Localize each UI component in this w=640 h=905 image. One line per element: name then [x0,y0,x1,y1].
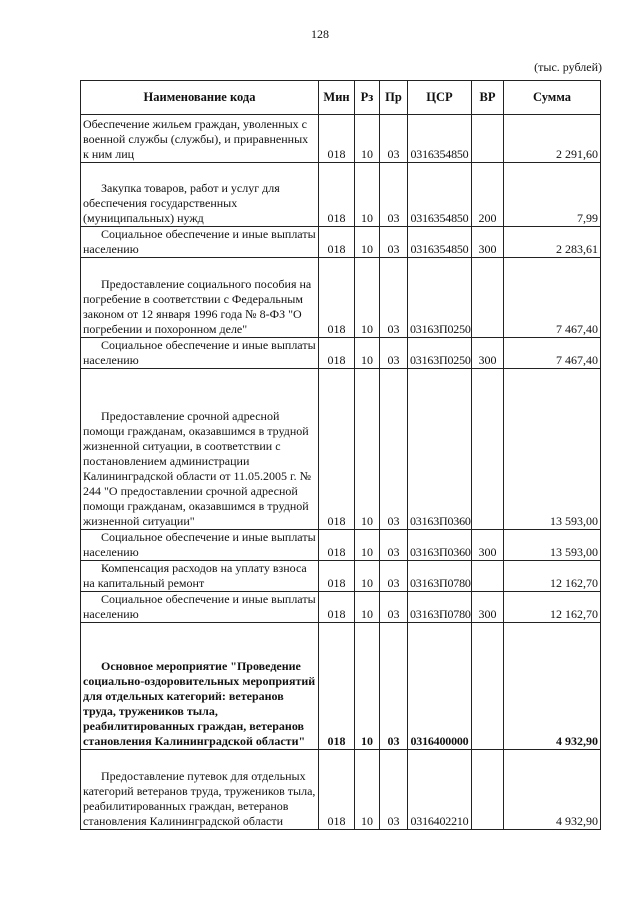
row-csr: 03163П0780 [408,561,472,592]
header-rz: Рз [355,81,380,115]
table-row [81,750,601,830]
row-rz: 10 [355,561,380,592]
row-csr: 03163П0360 [408,369,472,530]
table-row [81,561,601,592]
row-sum: 12 162,70 [504,592,601,623]
row-name: Обеспечение жильем граждан, уволенных с военной службы (службы), и приравненных к ним лиц [81,115,319,163]
row-rz: 10 [355,258,380,338]
row-min: 018 [319,750,355,830]
row-sum: 13 593,00 [504,369,601,530]
row-min: 018 [319,227,355,258]
row-sum: 7 467,40 [504,258,601,338]
row-sum: 4 932,90 [504,750,601,830]
units-label: (тыс. рублей) [534,60,602,74]
row-rz: 10 [355,623,380,750]
row-vr [472,115,504,163]
row-min: 018 [319,338,355,369]
row-sum: 7,99 [504,163,601,227]
row-sum: 7 467,40 [504,338,601,369]
row-rz: 10 [355,530,380,561]
row-name: Социальное обеспечение и иные выплаты населению [81,530,319,561]
row-pr: 03 [380,623,408,750]
row-min: 018 [319,163,355,227]
header-name: Наименование кода [81,81,319,115]
header-csr: ЦСР [408,81,472,115]
row-rz: 10 [355,227,380,258]
row-csr: 03163П0780 [408,592,472,623]
row-min: 018 [319,530,355,561]
row-pr: 03 [380,115,408,163]
row-sum: 12 162,70 [504,561,601,592]
table-header-row [81,81,601,115]
table-row [81,623,601,750]
row-pr: 03 [380,338,408,369]
row-name: Социальное обеспечение и иные выплаты населению [81,338,319,369]
row-pr: 03 [380,227,408,258]
row-pr: 03 [380,592,408,623]
row-min: 018 [319,258,355,338]
header-sum: Сумма [504,81,601,115]
row-name: Социальное обеспечение и иные выплаты населению [81,592,319,623]
row-csr: 0316354850 [408,115,472,163]
header-vr: ВР [472,81,504,115]
row-name: Социальное обеспечение и иные выплаты населению [81,227,319,258]
table-row [81,163,601,227]
row-min: 018 [319,369,355,530]
row-vr: 300 [472,592,504,623]
row-csr: 0316354850 [408,227,472,258]
page-number: 128 [311,27,329,41]
row-pr: 03 [380,258,408,338]
row-csr: 03163П0250 [408,338,472,369]
row-pr: 03 [380,561,408,592]
row-name: Предоставление срочной адресной помощи гражданам, оказавшимся в трудной жизненной ситуации, в соответствии с постановлением администрации Калининградской области от 11.05.2005 г. № 244 "О предоставлении срочной адресной помощи гражданам, оказавшимся в трудной жизненной ситуации" [81,369,319,530]
row-rz: 10 [355,338,380,369]
row-name: Предоставление путевок для отдельных категорий ветеранов труда, тружеников тыла, реабилитированных граждан, ветеранов становления Калининградской области [81,750,319,830]
row-rz: 10 [355,750,380,830]
row-vr [472,561,504,592]
row-min: 018 [319,592,355,623]
row-rz: 10 [355,115,380,163]
row-csr: 0316402210 [408,750,472,830]
row-vr [472,369,504,530]
row-vr [472,258,504,338]
row-pr: 03 [380,369,408,530]
table-row [81,592,601,623]
row-pr: 03 [380,163,408,227]
table-row [81,369,601,530]
table-row [81,258,601,338]
row-sum: 4 932,90 [504,623,601,750]
table-row [81,338,601,369]
table-row [81,115,601,163]
row-vr: 300 [472,530,504,561]
row-vr: 300 [472,227,504,258]
row-csr: 03163П0250 [408,258,472,338]
row-vr: 300 [472,338,504,369]
row-csr: 0316354850 [408,163,472,227]
budget-table [80,80,601,830]
row-csr: 0316400000 [408,623,472,750]
row-vr [472,750,504,830]
row-min: 018 [319,623,355,750]
header-pr: Пр [380,81,408,115]
header-min: Мин [319,81,355,115]
row-min: 018 [319,561,355,592]
row-sum: 13 593,00 [504,530,601,561]
row-rz: 10 [355,163,380,227]
row-min: 018 [319,115,355,163]
row-name: Основное мероприятие "Проведение социально-оздоровительных мероприятий для отдельных категорий: ветеранов труда, тружеников тыла, реабилитированных граждан, ветеранов становления Калининградской области" [81,623,319,750]
row-pr: 03 [380,530,408,561]
row-vr: 200 [472,163,504,227]
row-name: Предоставление социального пособия на погребение в соответствии с Федеральным законом от 12 января 1996 года № 8-ФЗ "О погребении и похоронном деле" [81,258,319,338]
row-csr: 03163П0360 [408,530,472,561]
row-name: Компенсация расходов на уплату взноса на капитальный ремонт [81,561,319,592]
row-vr [472,623,504,750]
row-sum: 2 283,61 [504,227,601,258]
row-rz: 10 [355,369,380,530]
row-name: Закупка товаров, работ и услуг для обеспечения государственных (муниципальных) нужд [81,163,319,227]
table-row [81,227,601,258]
row-rz: 10 [355,592,380,623]
row-pr: 03 [380,750,408,830]
row-sum: 2 291,60 [504,115,601,163]
table-row [81,530,601,561]
